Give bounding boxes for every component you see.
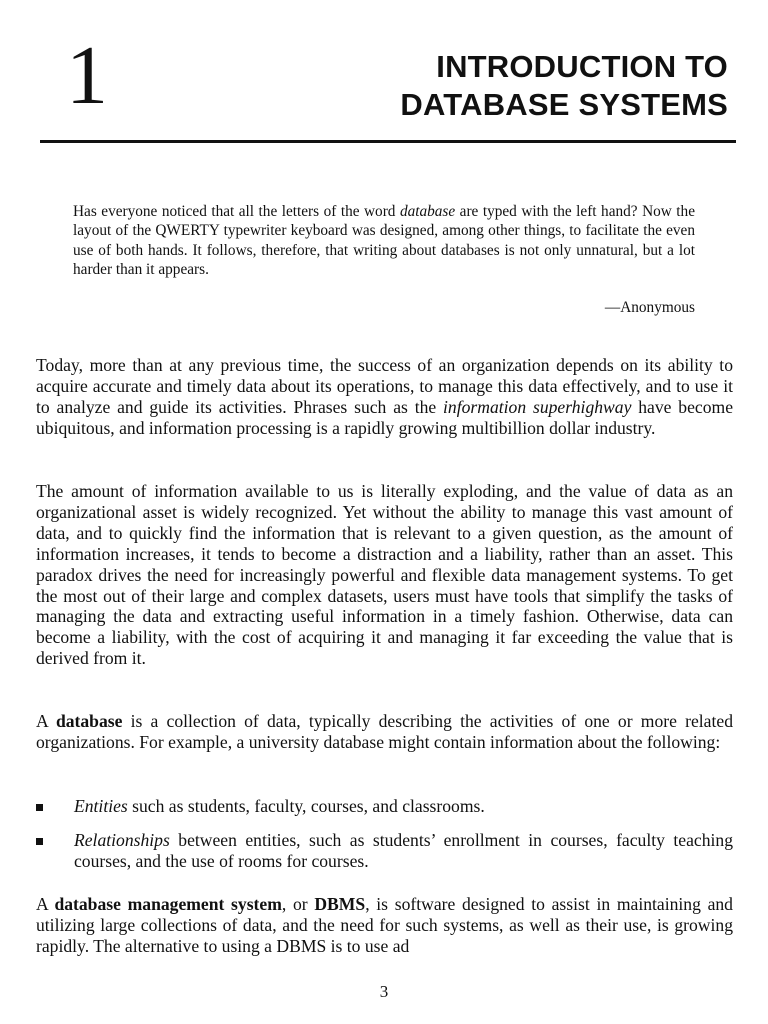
- paragraph-1-emphasis: information superhighway: [443, 396, 632, 417]
- epigraph-attribution: —Anonymous: [604, 299, 695, 316]
- square-bullet-icon: [36, 804, 43, 811]
- paragraph-1-text-a: Today, more than at any previous time, the success of an organization depends on its ability to acquire accurate and timely data about its operations, to manage this data effectively, and to use it to analyze and guide its activities. Phrases such as the: [36, 355, 733, 417]
- list-item-1-text: such as students, faculty, courses, and classrooms.: [127, 796, 485, 816]
- paragraph-1-text-b: have become ubiquitous, and information processing is a rapidly growing multibillion dollar industry.: [36, 396, 734, 438]
- bullet-list-item-1: [36, 796, 733, 817]
- square-bullet-icon: [36, 838, 43, 845]
- list-item-1-emphasis: Entities: [74, 796, 128, 816]
- term-dbms-full: database management system: [54, 894, 282, 914]
- title-rule: [40, 140, 736, 143]
- paragraph-4-text-b: , or: [281, 894, 315, 914]
- paragraph-4: [36, 894, 733, 957]
- epigraph-text-start: Has everyone noticed that all the letters of the word: [73, 203, 400, 220]
- paragraph-3: [36, 711, 733, 753]
- paragraph-4-text-a: A: [36, 894, 55, 914]
- epigraph-text-end: are typed with the left hand? Now the layout of the QWERTY typewriter keyboard was designed, among other things, to facilitate the even use of both hands. It follows, therefore, that writing about databases is not only unnatural, but a lot harder than it appears.: [73, 203, 695, 278]
- paragraph-4-text-c: , is software designed to assist in maintaining and utilizing large collections of data, and the need for such systems, as well as their use, is growing rapidly. The alternative to using a DBMS is to use ad: [36, 894, 733, 956]
- list-item-2-emphasis: Relationships: [74, 830, 170, 850]
- epigraph-quote: [73, 202, 695, 279]
- paragraph-1: [36, 355, 733, 439]
- paragraph-3-text-b: is a collection of data, typically describing the activities of one or more related organizations. For example, a university database might contain information about the following:: [36, 711, 733, 752]
- chapter-title: [308, 48, 728, 124]
- chapter-title-line-1: INTRODUCTION TO: [436, 49, 728, 84]
- page-number: 3: [379, 982, 389, 1001]
- paragraph-2: The amount of information available to us is literally exploding, and the value of data as an organizational asset is widely recognized. Yet without the ability to manage this vast amount of data, and to quickly find the information that is relevant to a given question, as the amount of information increases, it tends to become a distraction and a liability, rather than an asset. This paradox drives the need for increasingly powerful and flexible data management systems. To get the most out of their large and complex datasets, users must have tools that simplify the tasks of managing the data and extracting useful information in a timely fashion. Otherwise, data can become a liability, with the cost of acquiring it and managing it far exceeding the value that is derived from it.: [36, 481, 733, 669]
- bullet-list-item-2: [36, 830, 733, 872]
- chapter-number: 1: [66, 29, 108, 122]
- chapter-title-line-2: DATABASE SYSTEMS: [400, 87, 728, 122]
- list-item-2-text: between entities, such as students’ enrollment in courses, faculty teaching courses, and the use of rooms for courses.: [74, 830, 733, 871]
- list-item: [36, 796, 733, 817]
- term-database: database: [55, 711, 123, 731]
- list-item: [36, 830, 733, 872]
- term-dbms: DBMS: [314, 894, 366, 914]
- epigraph-emphasis: database: [399, 203, 456, 220]
- paragraph-3-text-a: A: [36, 711, 56, 731]
